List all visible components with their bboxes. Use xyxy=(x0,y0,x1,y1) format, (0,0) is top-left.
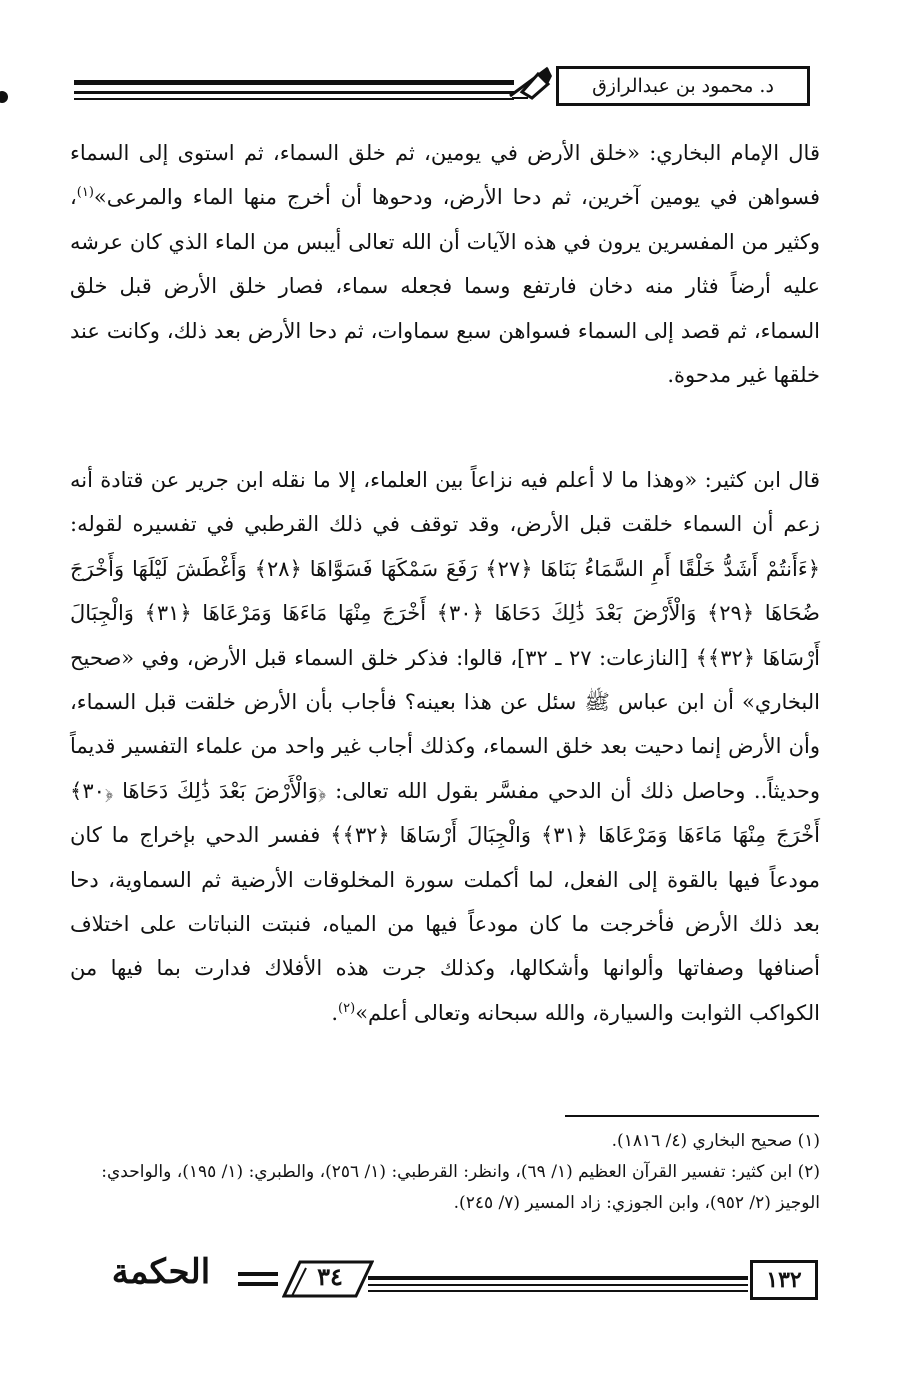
footnotes xyxy=(70,1126,820,1219)
footnote-ref-2[interactable]: (٢) xyxy=(338,1000,356,1016)
footer-rule xyxy=(368,1284,748,1286)
page-number: ١٣٢ xyxy=(750,1260,818,1300)
footnote-2: (٢) ابن كثير: تفسير القرآن العظيم (١/ ٦٩)، وانظر: القرطبي: (١/ ٢٥٦)، والطبري: (١/ ١٩٥)، والواحدي: الوجيز (٢/ ٩٥٢)، وابن الجوزي: زاد المسير (٧/ ٢٤٥). xyxy=(101,1162,820,1213)
pen-ornament-icon xyxy=(508,62,554,102)
footer-equals-mark xyxy=(238,1272,278,1292)
body-paragraph-1 xyxy=(70,131,820,397)
running-header-author: د. محمود بن عبدالرازق xyxy=(556,66,810,106)
body-paragraph-2 xyxy=(70,458,820,1035)
paragraph-text: قال ابن كثير: «وهذا ما لا أعلم فيه نزاعاً بين العلماء، إلا ما نقله ابن جرير عن قتادة أنه زعم أن السماء خلقت قبل الأرض، وقد توقف في ذلك القرطبي في تفسيره لقوله: ﴿ءَأَنتُمْ أَشَدُّ خَلْقًا أَمِ السَّمَاءُ بَنَاهَا ﴿٢٧﴾ رَفَعَ سَمْكَهَا فَسَوَّاهَا ﴿٢٨﴾ وَأَغْطَشَ لَيْلَهَا وَأَخْرَجَ ضُحَاهَا ﴿٢٩﴾ وَالْأَرْضَ بَعْدَ ذَٰلِكَ دَحَاهَا ﴿٣٠﴾ أَخْرَجَ مِنْهَا مَاءَهَا وَمَرْعَاهَا ﴿٣١﴾ وَالْجِبَالَ أَرْسَاهَا ﴿٣٢﴾﴾ [النازعات: ٢٧ ـ ٣٢]، قالوا: فذكر خلق السماء قبل الأرض، وفي «صحيح البخاري» أن ابن عباس ﷺ سئل عن هذا بعينه؟ فأجاب بأن الأرض خلقت قبل السماء، وأن الأرض إنما دحيت بعد خلق السماء، وكذلك أجاب غير واحد من علماء التفسير قديماً وحديثاً.. وحاصل ذلك أن الدحي مفسَّر بقول الله تعالى: ﴿وَالْأَرْضَ بَعْدَ ذَٰلِكَ دَحَاهَا ﴿٣٠﴾ أَخْرَجَ مِنْهَا مَاءَهَا وَمَرْعَاهَا ﴿٣١﴾ وَالْجِبَالَ أَرْسَاهَا ﴿٣٢﴾﴾ ففسر الدحي بإخراج ما كان مودعاً فيها بالقوة إلى الفعل، لما أكملت سورة المخلوقات الأرضية ثم السماوية، دحا بعد ذلك الأرض فأخرجت ما كان مودعاً فيها من المياه، فنبتت النباتات على اختلاف أصنافها وصفاتها وألوانها وأشكالها، وكذلك جرت هذه الأفلاك فدارت بما فيها من الكواكب الثوابت والسيارة، والله سبحانه وتعالى أعلم» xyxy=(70,468,821,1025)
paragraph-text: قال الإمام البخاري: «خلق الأرض في يومين، ثم خلق السماء، ثم استوى إلى السماء فسواهن في يومين آخرين، ثم دحا الأرض، ودحوها أن أخرج منها الماء والمرعى» xyxy=(70,141,820,210)
footnote-ref-1[interactable]: (١) xyxy=(76,185,94,201)
page-edge-mark xyxy=(0,91,8,103)
footnote-1: (١) صحيح البخاري (٤/ ١٨١٦). xyxy=(611,1131,820,1151)
header-rule xyxy=(74,98,514,100)
paragraph-text: ، وكثير من المفسرين يرون في هذه الآيات أن الله تعالى أيبس من الماء الذي كان عرشه عليه أرضاً فثار منه دخان فارتفع وسما فجعله سماء، فصار خلق الأرض قبل خلق السماء، ثم قصد إلى السماء فسواهن سبع سماوات، ثم دحا الأرض بعد ذلك، وكانت عند خلقها غير مدحوة. xyxy=(70,185,820,388)
footer-rule xyxy=(368,1290,748,1292)
header-rule xyxy=(74,80,514,85)
footnote-divider xyxy=(565,1115,819,1117)
footer-rule xyxy=(368,1276,748,1280)
header-rule xyxy=(74,91,514,94)
paragraph-text: . xyxy=(331,1000,339,1025)
issue-number: ٣٤ xyxy=(317,1262,343,1291)
magazine-logo: الحكمة xyxy=(111,1252,211,1292)
